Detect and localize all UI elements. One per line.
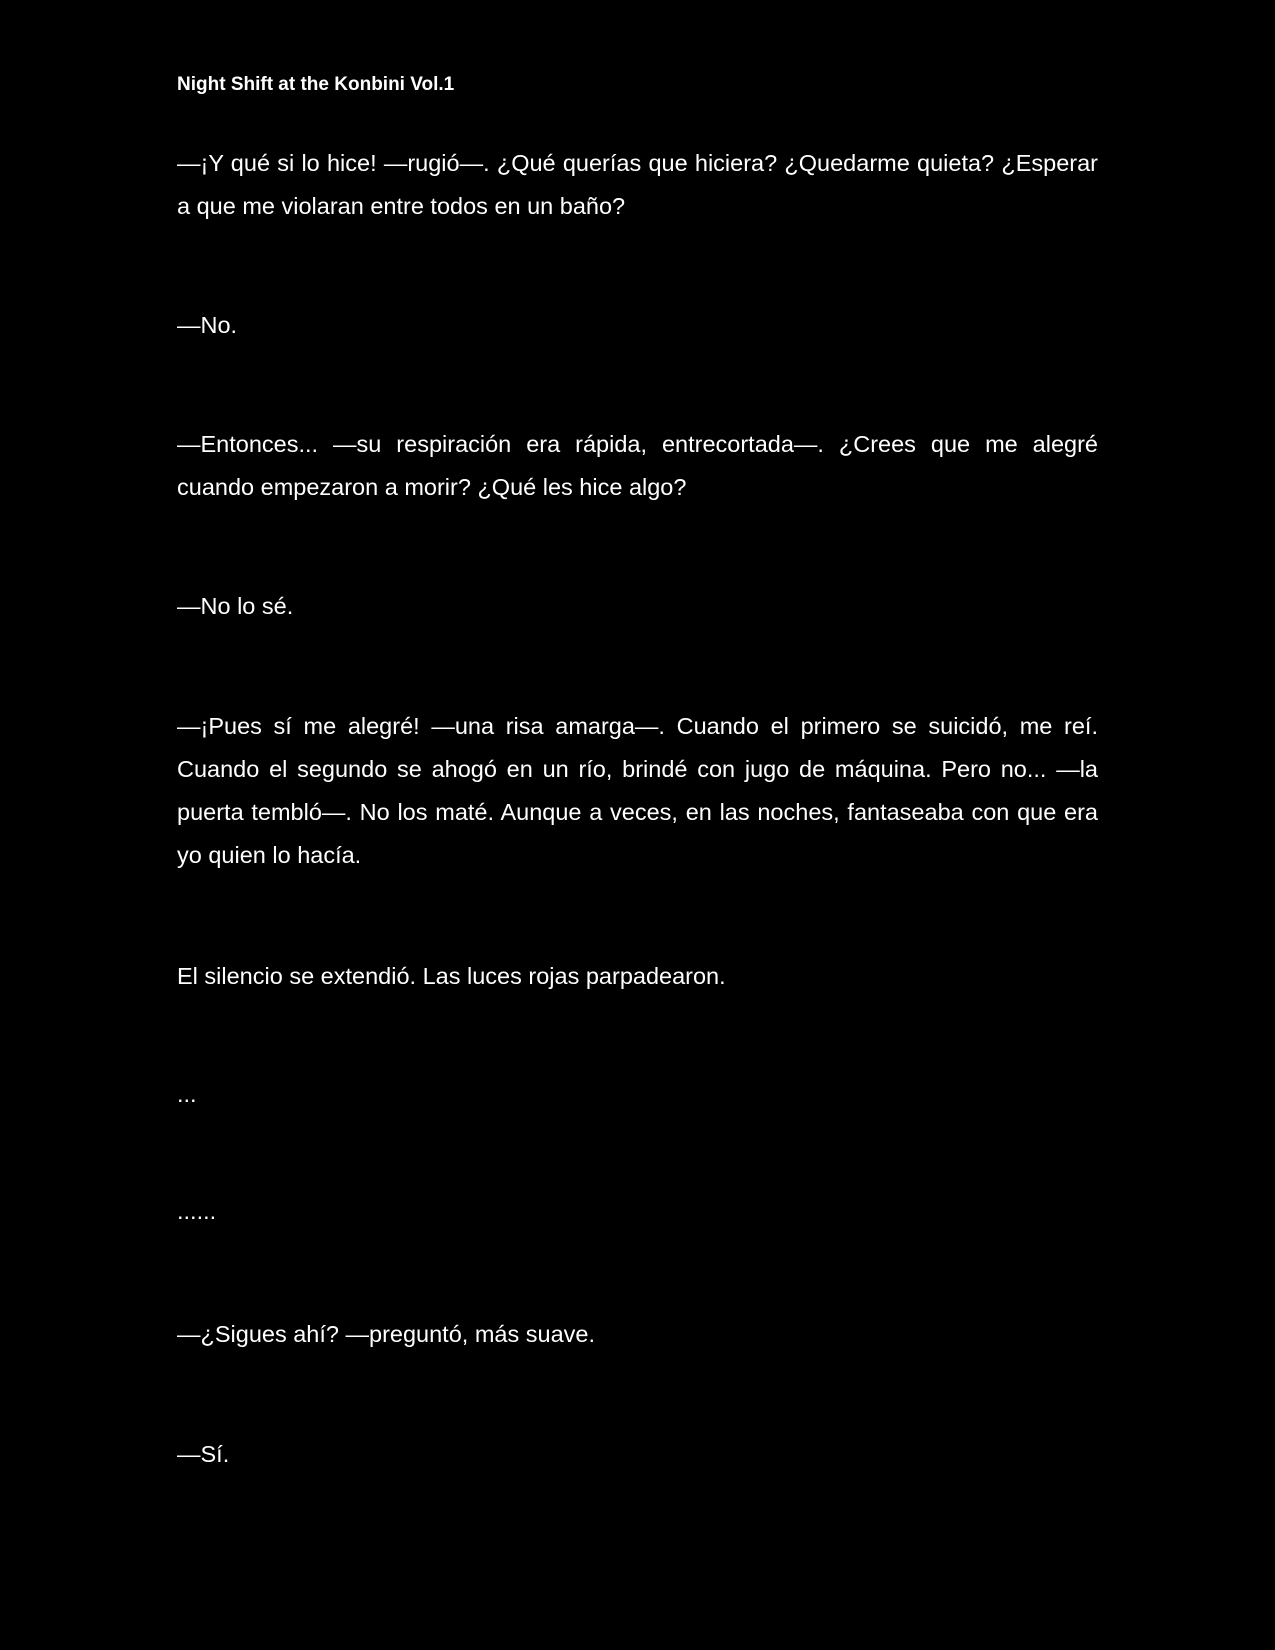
paragraph-5: —¡Pues sí me alegré! —una risa amarga—. Cuando el primero se suicidó, me reí. Cuando el segundo se ahogó en un río, brindé con jugo de máquina. Pero no... —la puerta tembló—. No los maté. Aunque a veces, en las noches, fantaseaba con que era yo quien lo hacía. <box>177 713 1098 868</box>
paragraph-2: —No. <box>177 312 238 338</box>
paragraph-6: El silencio se extendió. Las luces rojas parpadearon. <box>177 963 726 989</box>
paragraph-7: ... <box>177 1081 197 1107</box>
paragraph-10: —Sí. <box>177 1441 230 1467</box>
paragraph-9: —¿Sigues ahí? —preguntó, más suave. <box>177 1321 595 1347</box>
paragraph-1: —¡Y qué si lo hice! —rugió—. ¿Qué querías que hiciera? ¿Quedarme quieta? ¿Esperar a que me violaran entre todos en un baño? <box>177 150 1098 219</box>
paragraph-4: —No lo sé. <box>177 593 294 619</box>
paragraph-3: —Entonces... —su respiración era rápida, entrecortada—. ¿Crees que me alegré cuando empezaron a morir? ¿Qué les hice algo? <box>177 431 1098 500</box>
paragraph-8: ...... <box>177 1198 217 1224</box>
running-header-title: Night Shift at the Konbini Vol.1 <box>177 74 455 95</box>
